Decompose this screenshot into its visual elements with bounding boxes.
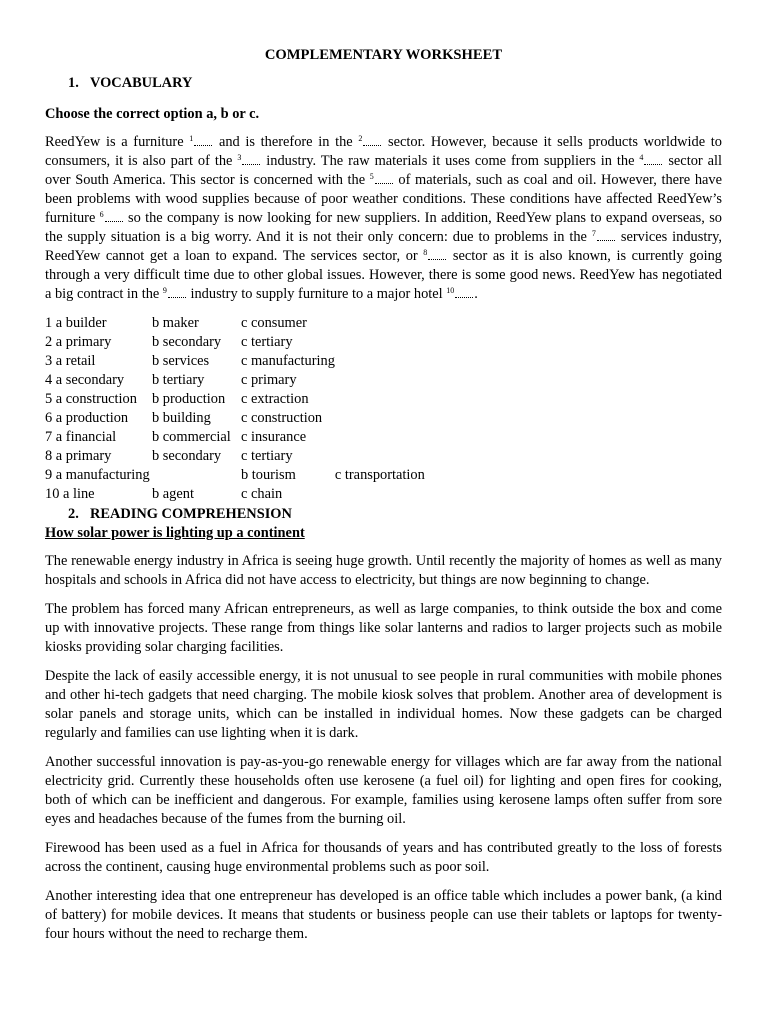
option-cell: b commercial bbox=[152, 429, 231, 445]
reading-paragraph: Firewood has been used as a fuel in Africa for thousands of years and has contributed greatly to the loss of forests across the continent, causing huge environmental problems such as poor soil. bbox=[45, 840, 722, 875]
option-cell: 5 a construction bbox=[45, 391, 137, 407]
blank-number: 9 bbox=[162, 286, 167, 295]
passage-text: services industry, ReedYew cannot get a loan to expand. The services sector, or bbox=[45, 229, 722, 264]
option-cell bbox=[335, 390, 455, 409]
option-cell: b agent bbox=[152, 486, 194, 502]
answer-blank[interactable] bbox=[168, 291, 186, 298]
option-row bbox=[45, 314, 455, 333]
answer-blank[interactable] bbox=[194, 139, 212, 146]
option-cell: b secondary bbox=[152, 334, 222, 350]
vocabulary-heading-text: VOCABULARY bbox=[90, 75, 193, 91]
reading-paragraph: Another successful innovation is pay-as-you-go renewable energy for villages which are far away from the national electricity grid. Currently these households often use kerosene (a fuel oil) for lighting and open fires for cooking, both of which can be inefficient and dangerous. For example, families using kerosene lamps often suffer from sore eyes and headaches because of the fumes from the burning oil. bbox=[45, 754, 722, 827]
blank-number: 5 bbox=[369, 172, 374, 181]
blank-number: 2 bbox=[358, 134, 363, 143]
option-cell bbox=[335, 371, 455, 390]
answer-blank[interactable] bbox=[597, 234, 615, 241]
vocabulary-number: 1. bbox=[68, 75, 79, 91]
passage-text: . bbox=[474, 286, 478, 302]
option-cell: 1 a builder bbox=[45, 315, 107, 331]
option-cell bbox=[335, 447, 455, 466]
option-cell: c insurance bbox=[241, 429, 307, 445]
answer-blank[interactable] bbox=[363, 139, 381, 146]
option-cell: 6 a production bbox=[45, 410, 129, 426]
blank-number: 4 bbox=[639, 153, 644, 162]
vocabulary-passage bbox=[45, 133, 722, 304]
passage-text: industry to supply furniture to a major hotel bbox=[186, 286, 447, 302]
answer-blank[interactable] bbox=[375, 177, 393, 184]
worksheet-page bbox=[45, 46, 722, 954]
reading-paragraph: The renewable energy industry in Africa is seeing huge growth. Until recently the majority of homes as well as many hospitals and schools in Africa did not have access to electricity, but things are now beginning to change. bbox=[45, 553, 722, 588]
option-cell: c construction bbox=[241, 410, 323, 426]
option-cell bbox=[335, 352, 455, 371]
answer-blank[interactable] bbox=[105, 215, 123, 222]
option-cell: 3 a retail bbox=[45, 353, 96, 369]
blank-number: 10 bbox=[446, 286, 455, 295]
blank-number: 8 bbox=[423, 248, 428, 257]
vocabulary-options-table bbox=[45, 314, 455, 504]
reading-paragraph: Another interesting idea that one entrepreneur has developed is an office table which includes a power bank, (a kind of battery) for mobile devices. It means that students or business people can use their tablets or laptops for twenty-four hours without the need to recharge them. bbox=[45, 888, 722, 942]
option-cell: b building bbox=[152, 410, 211, 426]
reading-paragraph: The problem has forced many African entrepreneurs, as well as large companies, to think outside the box and come up with innovative projects. These range from things like solar lanterns and radios to larger projects such as mobile kiosks providing solar charging facilities. bbox=[45, 601, 722, 655]
reading-heading bbox=[45, 505, 722, 524]
vocabulary-instruction: Choose the correct option a, b or c. bbox=[45, 106, 260, 122]
option-cell: c chain bbox=[241, 486, 283, 502]
blank-number: 1 bbox=[189, 134, 194, 143]
option-cell: b production bbox=[152, 391, 226, 407]
option-cell: 7 a financial bbox=[45, 429, 117, 445]
option-cell: 2 a primary bbox=[45, 334, 112, 350]
worksheet-title: COMPLEMENTARY WORKSHEET bbox=[264, 47, 503, 63]
option-cell bbox=[335, 409, 455, 428]
option-row bbox=[45, 409, 455, 428]
option-row bbox=[45, 371, 455, 390]
reading-passage bbox=[45, 552, 722, 944]
option-cell: 9 a manufacturing bbox=[45, 467, 150, 483]
reading-paragraph: Despite the lack of easily accessible energy, it is not unusual to see people in rural communities with mobile phones and other hi-tech gadgets that need charging. The mobile kiosk solves that problem. Another area of development is solar panels and storage units, which can be installed in individual homes. Now these gadgets can be charged regularly and families can use lighting when it is dark. bbox=[45, 668, 722, 741]
option-row bbox=[45, 333, 455, 352]
option-row bbox=[45, 466, 455, 485]
option-cell: 10 a line bbox=[45, 486, 95, 502]
option-cell: c transportation bbox=[334, 467, 425, 483]
option-cell: c consumer bbox=[241, 315, 307, 331]
option-cell: c tertiary bbox=[241, 448, 293, 464]
passage-text: of materials, such as coal and oil. However, there have been problems with wood supplies because of poor weather conditions. These conditions have affected ReedYew’s furniture bbox=[45, 172, 722, 226]
option-cell: c primary bbox=[241, 372, 297, 388]
option-cell: c tertiary bbox=[241, 334, 293, 350]
answer-blank[interactable] bbox=[242, 158, 260, 165]
passage-text: and is therefore in the bbox=[213, 134, 359, 150]
option-cell: c manufacturing bbox=[241, 353, 335, 369]
passage-text: sector. However, because it sells products worldwide to consumers, it is also part of the bbox=[45, 134, 722, 169]
reading-number: 2. bbox=[68, 506, 79, 522]
blank-number: 3 bbox=[237, 153, 242, 162]
passage-text: industry. The raw materials it uses come from suppliers in the bbox=[261, 153, 640, 169]
passage-text: ReedYew is a furniture bbox=[45, 134, 190, 150]
option-row bbox=[45, 447, 455, 466]
option-row bbox=[45, 428, 455, 447]
option-row bbox=[45, 485, 455, 504]
passage-text: sector as it is also known, is currently going through a very difficult time due to other global issues. However, there is some good news. ReedYew has negotiated a big contract in the bbox=[45, 248, 723, 302]
option-cell bbox=[335, 314, 455, 333]
option-cell: b maker bbox=[152, 315, 199, 331]
option-cell bbox=[335, 333, 455, 352]
reading-heading-text: READING COMPREHENSION bbox=[90, 506, 292, 522]
blank-number: 6 bbox=[99, 210, 104, 219]
option-cell: c extraction bbox=[241, 391, 309, 407]
option-cell bbox=[335, 428, 455, 447]
reading-subtitle: How solar power is lighting up a continent bbox=[45, 525, 305, 541]
option-cell: 8 a primary bbox=[45, 448, 112, 464]
passage-text: sector all over South America. This sector is concerned with the bbox=[45, 153, 722, 188]
option-row bbox=[45, 352, 455, 371]
vocabulary-heading bbox=[45, 74, 722, 93]
option-cell: b tertiary bbox=[152, 372, 205, 388]
option-cell: b tourism bbox=[241, 467, 296, 483]
passage-text: so the company is now looking for new suppliers. In addition, ReedYew plans to expand overseas, so the supply situation is a big worry. And it is not their only concern: due to problems in the bbox=[45, 210, 722, 245]
answer-blank[interactable] bbox=[428, 253, 446, 260]
answer-blank[interactable] bbox=[644, 158, 662, 165]
option-cell: 4 a secondary bbox=[45, 372, 125, 388]
answer-blank[interactable] bbox=[455, 291, 473, 298]
option-cell bbox=[152, 466, 241, 485]
blank-number: 7 bbox=[591, 229, 596, 238]
option-cell: b services bbox=[152, 353, 210, 369]
option-cell: b secondary bbox=[152, 448, 222, 464]
option-row bbox=[45, 390, 455, 409]
option-cell bbox=[335, 485, 455, 504]
